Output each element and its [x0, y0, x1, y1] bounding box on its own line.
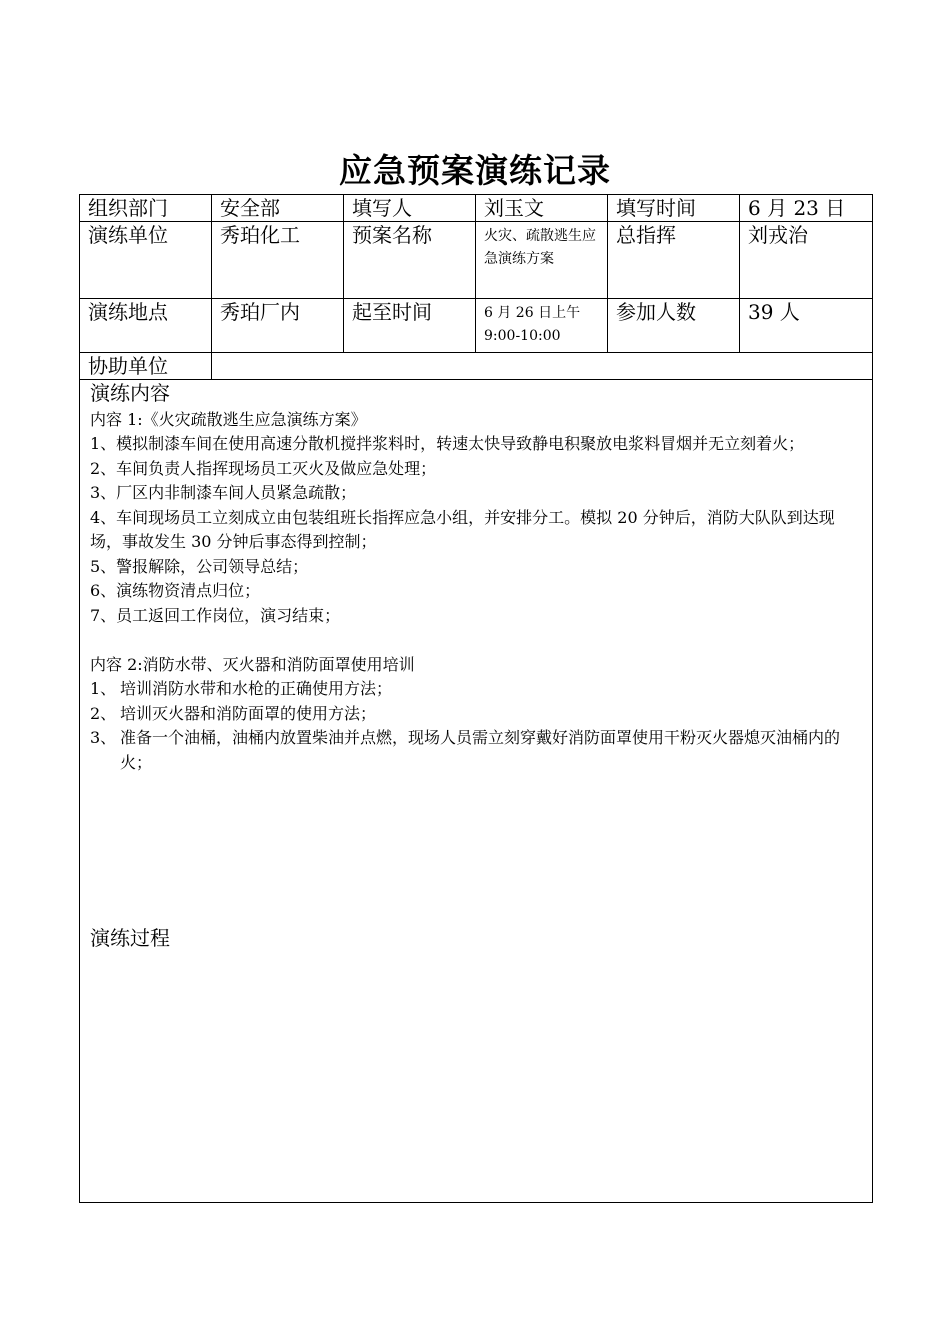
part1-title: 内容 1:《火灾疏散逃生应急演练方案》 — [90, 410, 367, 429]
list-item: 5、警报解除，公司领导总结； — [90, 556, 309, 576]
list-item: 6、演练物资清点归位； — [90, 581, 261, 600]
list-item — [90, 726, 862, 775]
list-item-text: 培训消防水带和水枪的正确使用方法； — [120, 679, 393, 698]
commander-label: 总指挥 — [608, 222, 740, 299]
drill-place-value: 秀珀厂内 — [212, 299, 344, 353]
list-item-text: 准备一个油桶，油桶内放置柴油并点燃，现场人员需立刻穿戴好消防面罩使用干粉灭火器熄灭油桶内的火； — [120, 728, 841, 772]
page-title: 应急预案演练记录 — [339, 151, 611, 190]
list-item: 7、员工返回工作岗位，演习结束； — [90, 605, 341, 625]
process-heading: 演练过程 — [90, 926, 170, 950]
dept-label: 组织部门 — [80, 195, 212, 222]
period-value: 6 月 26 日上午 9:00-10:00 — [476, 299, 608, 353]
commander-value: 刘戎治 — [740, 222, 873, 299]
table-row — [80, 353, 873, 380]
list-item-number: 3、 — [90, 728, 117, 747]
period-label: 起至时间 — [344, 299, 476, 353]
list-item: 4、车间现场员工立刻成立由包装组班长指挥应急小组，并安排分工。模拟 20 分钟后，消防大队队到达现场，事故发生 30 分钟后事态得到控制； — [90, 507, 835, 551]
assist-unit-label: 协助单位 — [80, 353, 212, 380]
plan-name-label: 预案名称 — [344, 222, 476, 299]
table-row — [80, 299, 873, 353]
table-row — [80, 380, 873, 1203]
list-item: 1、模拟制漆车间在使用高速分散机搅拌浆料时，转速太快导致静电积聚放电浆料冒烟并无立刻着火； — [90, 434, 805, 453]
list-item-text: 培训灭火器和消防面罩的使用方法； — [120, 703, 377, 723]
table-row — [80, 195, 873, 222]
fill-time-value: 6 月 23 日 — [740, 195, 873, 222]
drill-unit-value: 秀珀化工 — [212, 222, 344, 299]
drill-place-label: 演练地点 — [80, 299, 212, 353]
plan-name-value: 火灾、疏散逃生应急演练方案 — [476, 222, 608, 299]
writer-label: 填写人 — [344, 195, 476, 222]
list-item: 2、车间负责人指挥现场员工灭火及做应急处理； — [90, 458, 437, 478]
participant-count-value: 39 人 — [740, 299, 873, 353]
participant-count-label: 参加人数 — [608, 299, 740, 353]
dept-value: 安全部 — [212, 195, 344, 222]
part2-list — [90, 677, 862, 775]
fill-time-label: 填写时间 — [608, 195, 740, 222]
drill-unit-label: 演练单位 — [80, 222, 212, 299]
list-item — [90, 677, 862, 702]
assist-unit-value — [212, 353, 873, 380]
list-item: 3、厂区内非制漆车间人员紧急疏散； — [90, 483, 357, 502]
list-item-number: 1、 — [90, 679, 117, 698]
part1-list — [90, 432, 862, 628]
list-item-number: 2、 — [90, 703, 117, 723]
table-row — [80, 222, 873, 299]
writer-value: 刘玉文 — [476, 195, 608, 222]
part2-title: 内容 2:消防水带、灭火器和消防面罩使用培训 — [90, 655, 415, 674]
drill-record-table — [79, 194, 873, 1203]
list-item — [90, 702, 862, 727]
content-heading: 演练内容 — [90, 381, 170, 405]
drill-content-cell — [80, 380, 873, 1203]
